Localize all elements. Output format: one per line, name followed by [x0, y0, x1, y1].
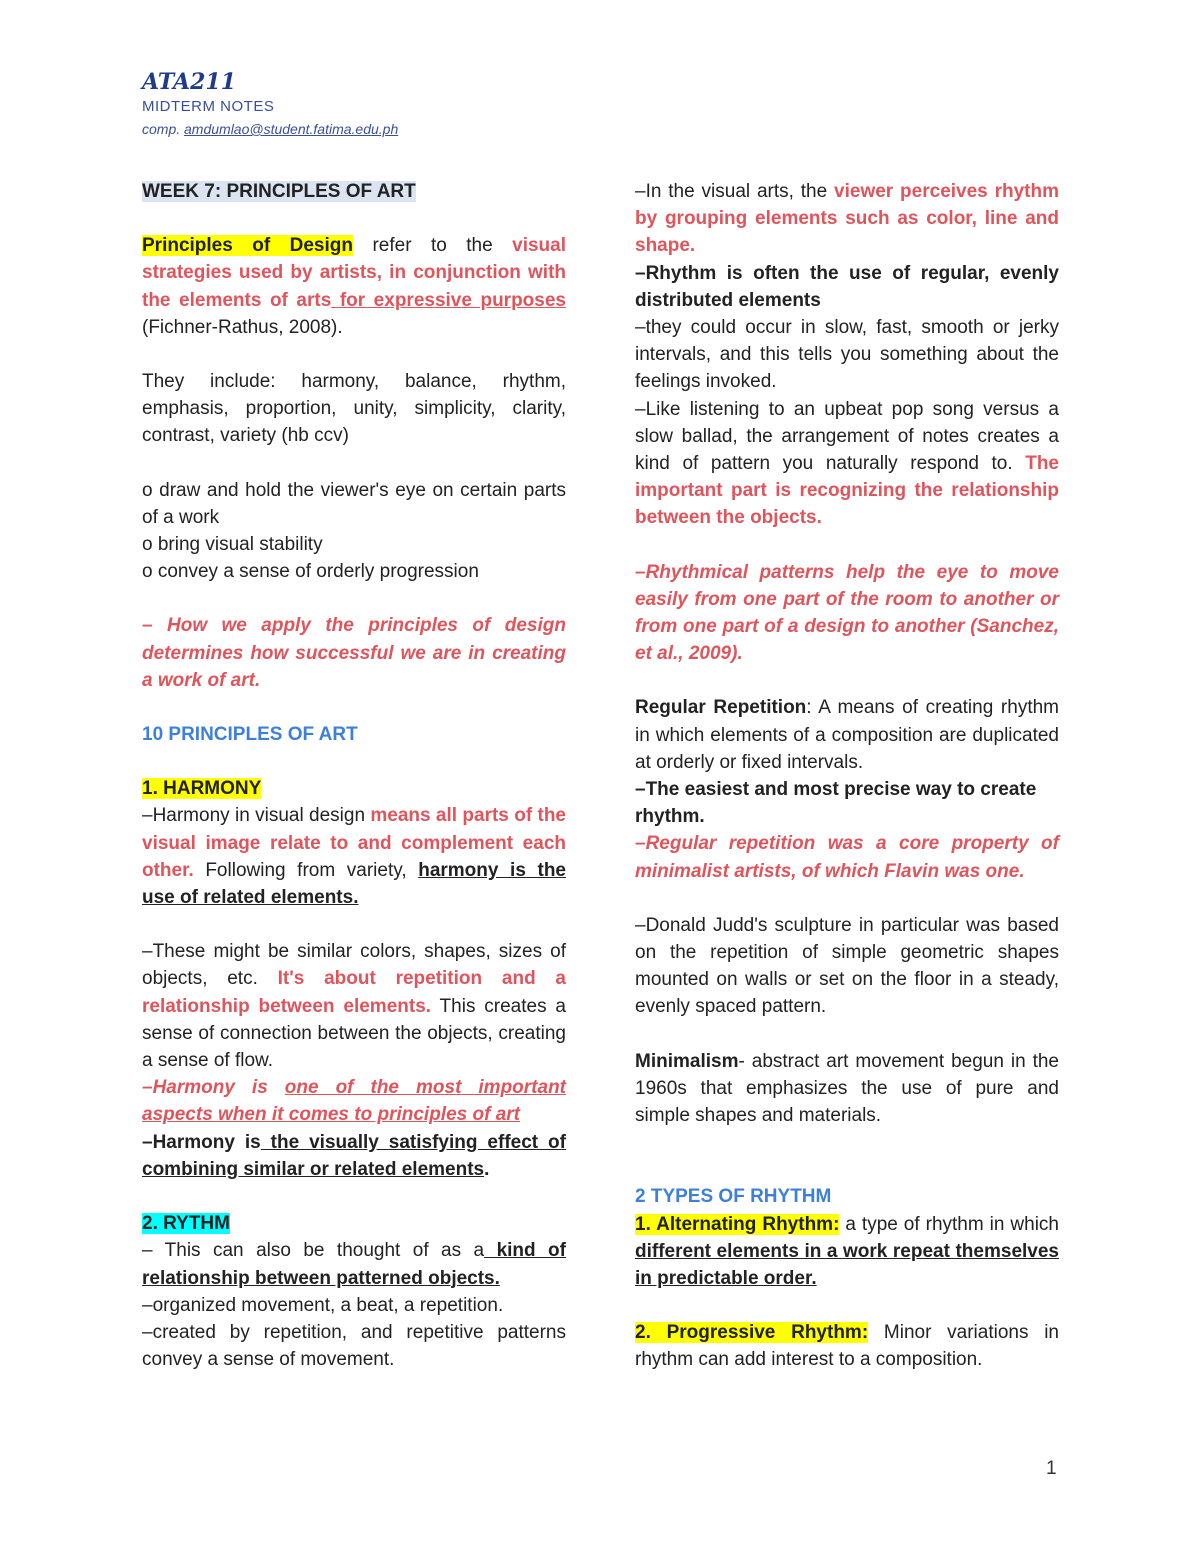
notes-subtitle: MIDTERM NOTES	[142, 98, 275, 115]
regular-repetition-definition: Regular Repetition: A means of creating rhythm in which elements of a composition are duplicated at orderly or fixed intervals.	[635, 697, 1059, 773]
harmony-effect: –Harmony is the visually satisfying effect of combining similar or related elements.	[142, 1131, 566, 1180]
rhythm-perception: –In the visual arts, the viewer perceives rhythm by grouping elements such as color, line and shape.	[635, 181, 1059, 257]
section-title-principles: 10 PRINCIPLES OF ART	[142, 724, 358, 746]
rhythm-regular-elements: –Rhythm is often the use of regular, evenly distributed elements	[635, 262, 1059, 311]
regular-repetition-easiest: –The easiest and most precise way to create	[635, 779, 1037, 801]
harmony-definition: –Harmony in visual design means all parts of the visual image relate to and complement each other. Following from variety, harmony is the use of related elements.	[142, 805, 566, 909]
bullet-item: o draw and hold the viewer's eye on certain parts of a work	[142, 479, 566, 528]
section-title-rhythm-types: 2 TYPES OF RHYTHM	[635, 1186, 832, 1208]
harmony-heading: 1. HARMONY	[142, 778, 262, 800]
author-email-line	[142, 118, 642, 140]
regular-repetition-rhythm: rhythm.	[635, 806, 705, 828]
document-header	[142, 68, 642, 140]
principles-definition: Principles of Design refer to the visual strategies used by artists, in conjunction with the elements of arts for expressive purposes (Fichner-Rathus, 2008).	[142, 235, 566, 338]
rhythm-song-analogy: –Like listening to an upbeat pop song versus a slow ballad, the arrangement of notes creates a kind of pattern you naturally respond to. The important part is recognizing the relationship between the objects.	[635, 398, 1059, 529]
harmony-importance: –Harmony is one of the most important aspects when it comes to principles of art	[142, 1077, 567, 1126]
alternating-rhythm: 1. Alternating Rhythm: a type of rhythm in which different elements in a work repeat themselves in predictable order.	[635, 1213, 1059, 1289]
rythm-note: –organized movement, a beat, a repetition.	[142, 1294, 504, 1316]
page-number: 1	[1046, 1458, 1057, 1479]
email-prefix: comp.	[142, 121, 185, 137]
bullet-item: o bring visual stability	[142, 534, 323, 556]
principles-term: Principles of Design	[142, 235, 353, 257]
judd-note: –Donald Judd's sculpture in particular was based on the repetition of simple geometric shapes mounted on walls or set on the floor in a steady, evenly spaced pattern.	[635, 914, 1059, 1018]
bullet-item: o convey a sense of orderly progression	[142, 561, 479, 583]
apply-principles-note: – How we apply the principles of design determines how successful we are in creating a work of art.	[142, 615, 566, 691]
minimalist-note: –Regular repetition was a core property of minimalist artists, of which Flavin was one.	[635, 833, 1059, 882]
rhythm-intervals: –they could occur in slow, fast, smooth or jerky intervals, and this tells you something about the feelings invoked.	[635, 317, 1059, 393]
right-column	[635, 178, 1059, 1374]
principles-list: They include: harmony, balance, rhythm, emphasis, proportion, unity, simplicity, clarity, contrast, variety (hb ccv)	[142, 371, 566, 447]
rhythmical-patterns-note: –Rhythmical patterns help the eye to move easily from one part of the room to another or from one part of a design to another (Sanchez, et al., 2009).	[635, 561, 1059, 665]
week-title: WEEK 7: PRINCIPLES OF ART	[142, 181, 416, 202]
course-code: ATA211	[142, 69, 237, 95]
author-email-link[interactable]: amdumlao@student.fatima.edu.ph	[184, 121, 399, 137]
rythm-heading: 2. RYTHM	[142, 1213, 230, 1235]
harmony-examples: –These might be similar colors, shapes, sizes of objects, etc. It's about repetition and a relationship between elements. This creates a sense of connection between the objects, creating a sense of flow.	[142, 941, 566, 1072]
progressive-rhythm: 2. Progressive Rhythm: Minor variations in rhythm can add interest to a composition.	[635, 1322, 1059, 1371]
left-column	[142, 178, 566, 1373]
rythm-note: –created by repetition, and repetitive patterns convey a sense of movement.	[142, 1321, 566, 1371]
rythm-definition: – This can also be thought of as a kind of relationship between patterned objects.	[142, 1240, 566, 1289]
minimalism-definition: Minimalism- abstract art movement begun in the 1960s that emphasizes the use of pure and simple shapes and materials.	[635, 1050, 1059, 1127]
